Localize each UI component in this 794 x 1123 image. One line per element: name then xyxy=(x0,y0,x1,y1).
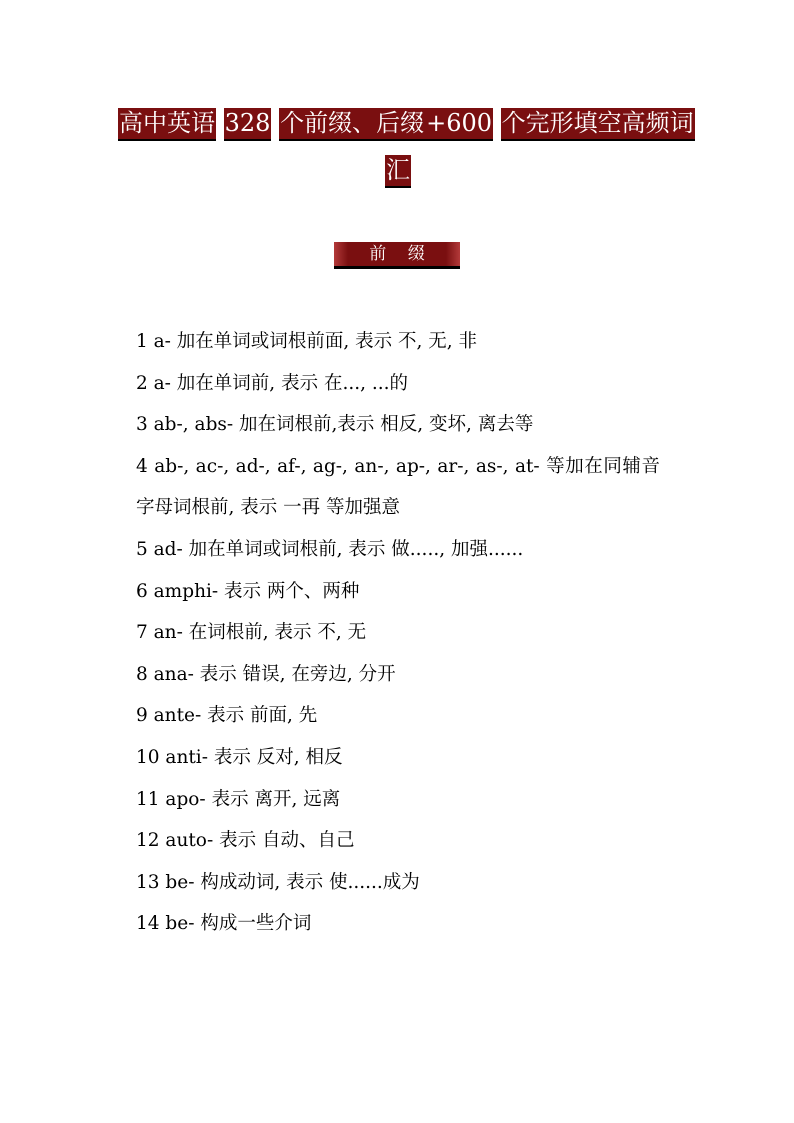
section-heading-prefix xyxy=(334,242,460,269)
list-item: 11 apo- 表示 离开, 远离 xyxy=(136,788,341,810)
title-part-5: 个完形填空高频词 xyxy=(501,108,695,141)
title-part-4: +600 xyxy=(425,108,493,141)
list-item: 13 be- 构成动词, 表示 使......成为 xyxy=(136,871,420,893)
list-item: 4 ab-, ac-, ad-, af-, ag-, an-, ap-, ar-, as-, at- 等加在同辅音字母词根前, 表示 一再 等加强意 xyxy=(136,455,660,519)
list-item: 2 a- 加在单词前, 表示 在..., ...的 xyxy=(136,372,408,394)
list-item: 6 amphi- 表示 两个、两种 xyxy=(136,580,360,602)
list-item: 10 anti- 表示 反对, 相反 xyxy=(136,746,343,768)
list-item: 3 ab-, abs- 加在词根前,表示 相反, 变坏, 离去等 xyxy=(136,414,534,436)
list-item: 14 be- 构成一些介词 xyxy=(136,913,312,935)
title-part-2: 328 xyxy=(224,108,272,141)
title-part-1: 高中英语 xyxy=(118,108,216,141)
title-part-3: 个前缀、后缀 xyxy=(279,108,425,141)
list-item: 8 ana- 表示 错误, 在旁边, 分开 xyxy=(136,663,396,685)
title-line-1 xyxy=(118,100,694,147)
document-title xyxy=(118,100,694,194)
title-line-2 xyxy=(118,147,678,194)
prefix-list xyxy=(136,321,660,945)
title-part-6: 汇 xyxy=(385,155,411,188)
list-item: 9 ante- 表示 前面, 先 xyxy=(136,705,318,727)
list-item: 1 a- 加在单词或词根前面, 表示 不, 无, 非 xyxy=(136,331,477,352)
list-item: 5 ad- 加在单词或词根前, 表示 做....., 加强...... xyxy=(136,538,524,560)
list-item: 12 auto- 表示 自动、自己 xyxy=(136,830,355,852)
section-heading-text: 前 缀 xyxy=(369,244,433,264)
list-item: 7 an- 在词根前, 表示 不, 无 xyxy=(136,622,367,644)
